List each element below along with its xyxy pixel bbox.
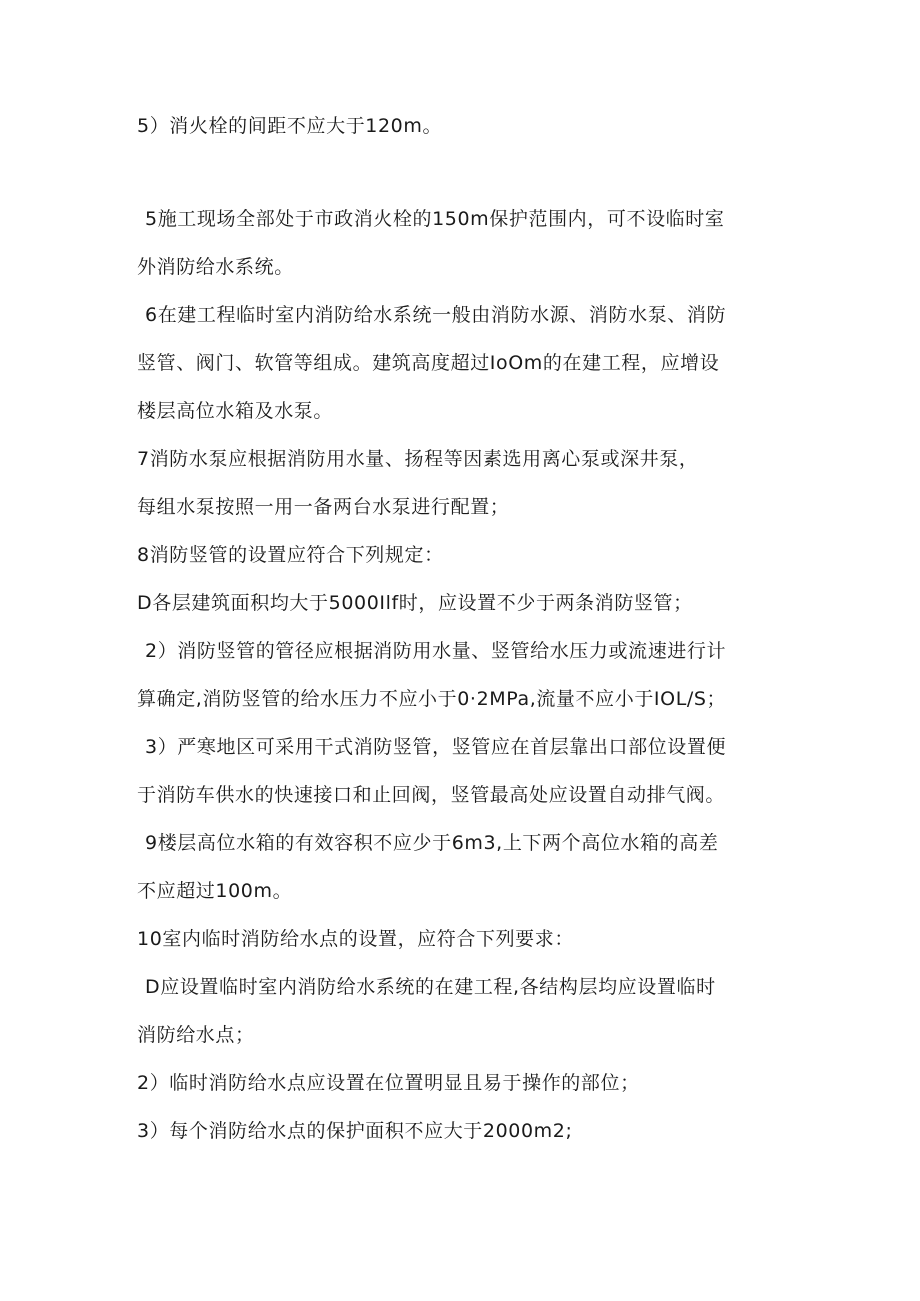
text-line: 5）消火栓的间距不应大于120m。 [137, 115, 443, 137]
text-line: 消防给水点； [137, 1024, 255, 1046]
text-line: D应设置临时室内消防给水系统的在建工程,各结构层均应设置临时 [145, 976, 716, 998]
text-line: 3）每个消防给水点的保护面积不应大于2000m2; [137, 1120, 573, 1142]
text-line: 算确定,消防竖管的给水压力不应小于0·2MPa,流量不应小于IOL/S； [137, 688, 727, 710]
text-line: 2）临时消防给水点应设置在位置明显且易于操作的部位； [137, 1072, 640, 1094]
text-line: 3）严寒地区可采用干式消防竖管，竖管应在首层靠出口部位设置便 [145, 736, 727, 758]
text-line: 外消防给水系统。 [137, 256, 294, 278]
text-line: 9楼层高位水箱的有效容积不应少于6m3,上下两个高位水箱的高差 [145, 832, 719, 854]
text-line: 2）消防竖管的管径应根据消防用水量、竖管给水压力或流速进行计 [145, 640, 727, 662]
text-line: 7消防水泵应根据消防用水量、扬程等因素选用离心泵或深井泵， [137, 448, 699, 470]
text-line: 竖管、阀门、软管等组成。建筑高度超过IoOm的在建工程，应增设 [137, 352, 720, 374]
text-line: 不应超过100m。 [137, 880, 293, 902]
text-line: 于消防车供水的快速接口和止回阀，竖管最高处应设置自动排气阀。 [137, 784, 726, 806]
text-line: 每组水泵按照一用一备两台水泵进行配置； [137, 496, 510, 518]
text-line: 10室内临时消防给水点的设置，应符合下列要求： [137, 928, 574, 950]
text-line: 6在建工程临时室内消防给水系统一般由消防水源、消防水泵、消防 [145, 304, 727, 326]
text-line: 8消防竖管的设置应符合下列规定： [137, 544, 444, 566]
text-line: D各层建筑面积均大于5000Ilf时，应设置不少于两条消防竖管； [137, 592, 693, 614]
text-line: 5施工现场全部处于市政消火栓的150m保护范围内，可不设临时室 [145, 208, 725, 230]
text-line: 楼层高位水箱及水泵。 [137, 400, 334, 422]
